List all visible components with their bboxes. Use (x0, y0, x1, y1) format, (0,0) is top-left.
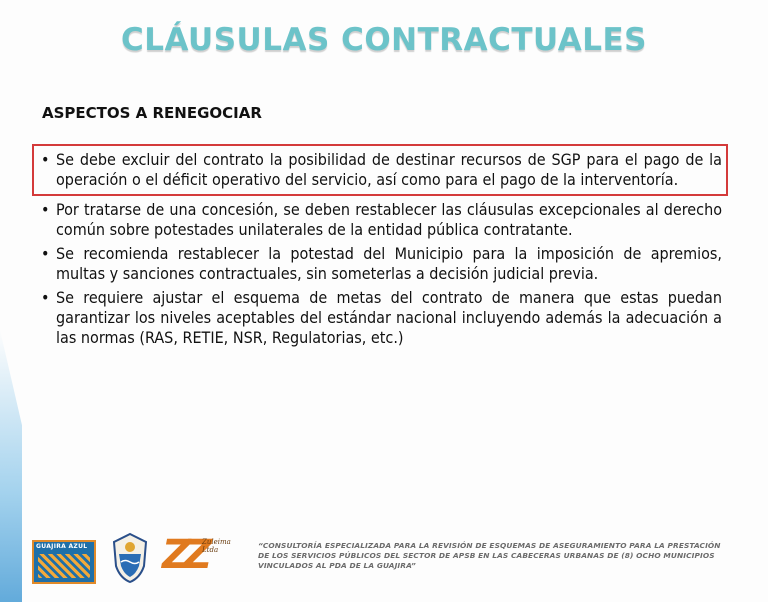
logo3-letters: ZZ (162, 532, 205, 578)
slide-title: CLÁUSULAS CONTRACTUALES (121, 22, 647, 58)
guajira-azul-logo (32, 540, 96, 584)
bullet-item: • Por tratarse de una concesión, se deben restablecer las cláusulas excepcionales al derecho común sobre potestades unilaterales de la entidad pública contratante. (38, 200, 722, 240)
shield-sun-icon (125, 542, 135, 552)
bullet-item: • Se recomienda restablecer la potestad del Municipio para la imposición de apremios, multas y sanciones contractuales, sin someterlas a decisión judicial previa. (38, 244, 722, 284)
municipal-shield-logo (110, 532, 150, 584)
footer-caption: “CONSULTORÍA ESPECIALIZADA PARA LA REVISIÓN DE ESQUEMAS DE ASEGURAMIENTO PARA LA PRESTACIÓN DE LOS SERVICIOS PÚBLICOS DEL SECTOR DE APSB EN LAS CABECERAS URBANAS DE (8) OCHO MUNICIPIOS VINCULADOS AL PDA DE LA GUAJIRA” (258, 541, 721, 570)
bullet-item: • Se requiere ajustar el esquema de metas del contrato de manera que estas puedan garantizar los niveles aceptables del estándar nacional incluyendo además la adecuación a las normas (RAS, RETIE, NSR, Regulatorias, etc.) (38, 288, 722, 348)
logo3-word: Zuleima Ltda (202, 538, 231, 554)
bullet-list (38, 150, 722, 352)
logo1-pattern (38, 554, 90, 578)
footer-logos (32, 528, 247, 588)
left-decoration (0, 330, 22, 602)
zuleima-logo (158, 528, 238, 586)
bullet-item-highlighted: • Se debe excluir del contrato la posibilidad de destinar recursos de SGP para el pago de la operación o el déficit operativo del servicio, así como para el pago de la interventoría. (38, 150, 722, 190)
logo1-label: GUAJIRA AZUL (36, 543, 88, 550)
section-subtitle: ASPECTOS A RENEGOCIAR (42, 104, 262, 122)
